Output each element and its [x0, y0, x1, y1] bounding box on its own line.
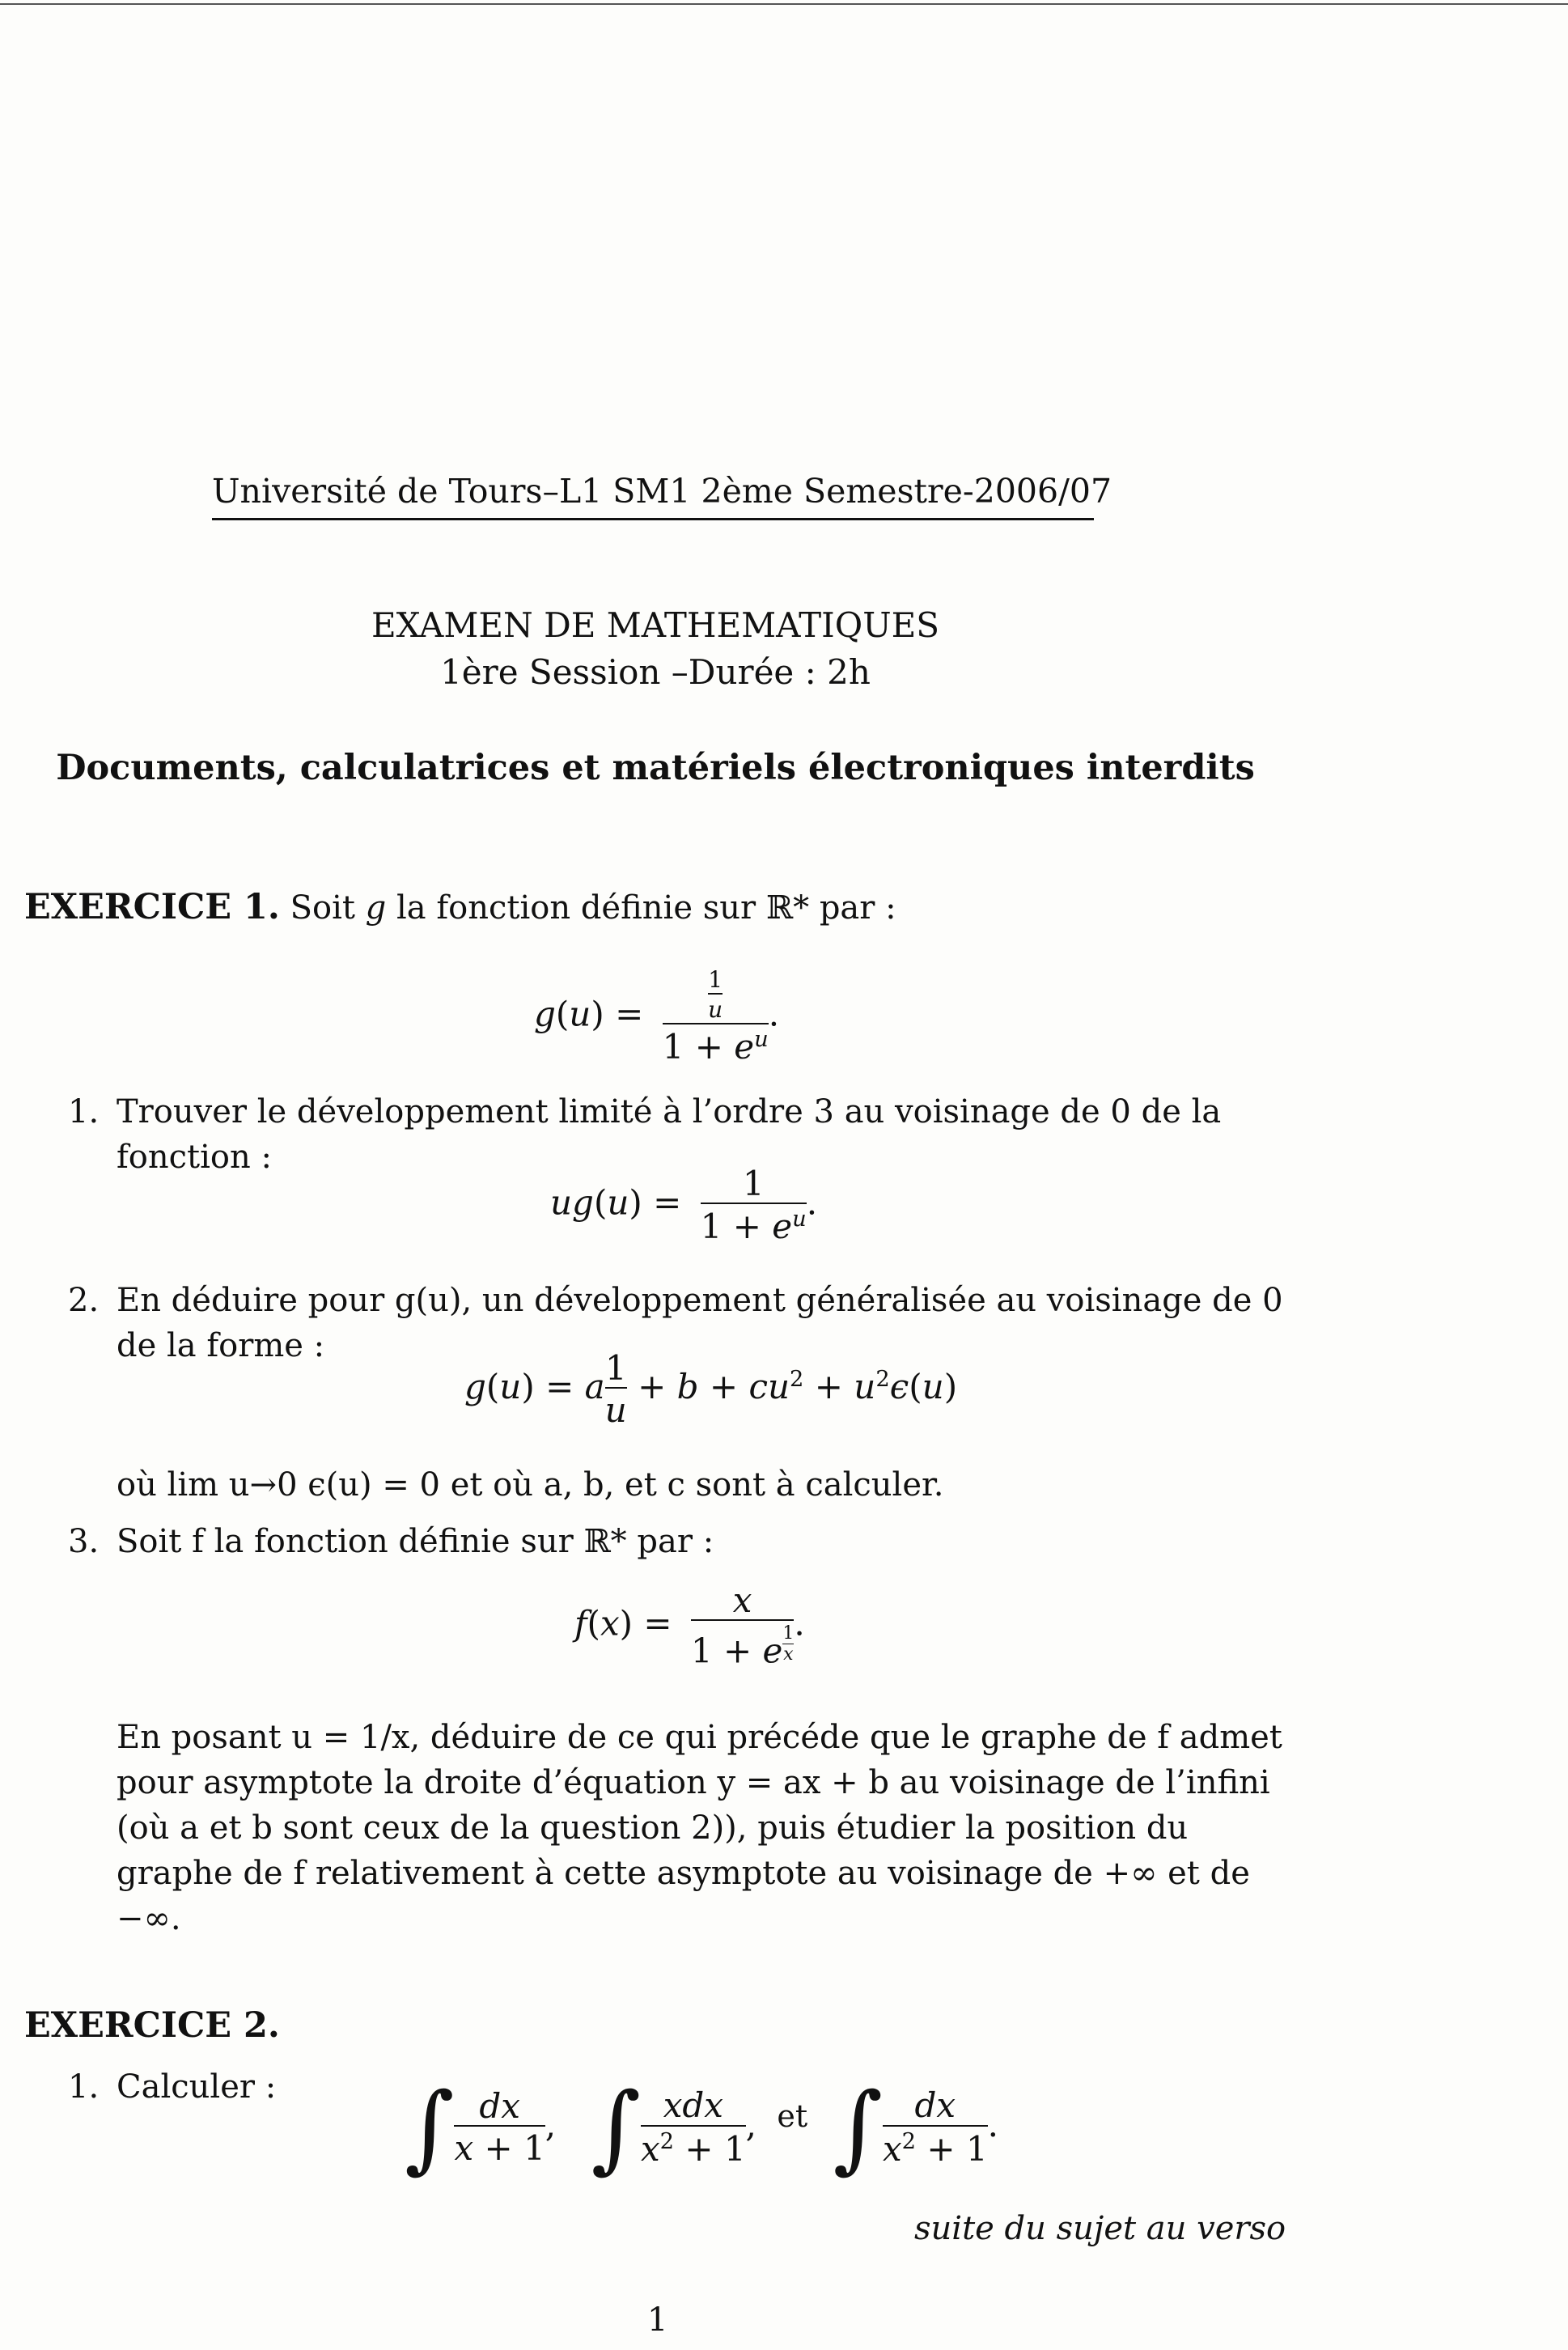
ex1-q2-where: où lim u→0 ϵ(u) = 0 et où a, b, et c sont à calculer. [117, 1466, 944, 1504]
ex1-q2-number: 2. [68, 1282, 100, 1319]
exam-title: EXAMEN DE MATHEMATIQUES [371, 605, 940, 645]
continued-note: suite du sujet au verso [914, 2210, 1286, 2247]
ex1-q1-line1: Trouver le développement limité à l’ordre 3 au voisinage de 0 de la [117, 1093, 1222, 1130]
formula-g-definition: g(u) = $\frac{\frac{1}{u}}{1 + e^u}$ . [534, 966, 780, 1067]
integrals-and: et [777, 2098, 808, 2134]
ex2-q1-number: 1. [68, 2068, 100, 2106]
ex1-q2-line2: de la forme : [117, 1327, 325, 1364]
ex1-heading: EXERCICE 1. [24, 887, 280, 927]
institution-underline [212, 518, 1094, 520]
formula-f-definition: f(x) = x 1 + e $^{\frac{1}{x}}$ . [574, 1580, 805, 1671]
formula-ug: ug(u) = $\frac{1}{1 + e^u}$ . [550, 1164, 818, 1247]
ex1-q3-para-line4: graphe de f relativement à cette asymptote au voisinage de +∞ et de [117, 1855, 1250, 1892]
exam-rules: Documents, calculatrices et matériels électroniques interdits [56, 748, 1255, 788]
page-number: 1 [647, 2301, 668, 2339]
exam-session: 1ère Session –Durée : 2h [440, 652, 871, 692]
ex2-heading: EXERCICE 2. [24, 2005, 280, 2046]
ex1-q3-para-line3: (où a et b sont ceux de la question 2)), puis étudier la position du [117, 1809, 1189, 1847]
ex2-q1-text: Calculer : [117, 2068, 277, 2106]
ex1-q3-para-line1: En posant u = 1/x, déduire de ce qui précéde que le graphe de f admet [117, 1719, 1282, 1756]
ex1-q3-para-line5: −∞. [117, 1900, 181, 1937]
ex1-q3-para-line2: pour asymptote la droite d’équation y = ax + b au voisinage de l’infini [117, 1764, 1270, 1801]
ex1-q2-line1: En déduire pour g(u), un développement généralisée au voisinage de 0 [117, 1282, 1283, 1319]
formula-integrals: ∫ $\frac{dx}{x + 1}$ , ∫ $\frac{\text{xdx}}{x^2 + 1}$ , et ∫ $\frac{dx}{x^2 + 1}$ . [405, 2072, 999, 2183]
ex1-q1-line2: fonction : [117, 1139, 272, 1176]
ex1-q3-text: Soit f la fonction définie sur ℝ* par : [117, 1523, 714, 1560]
ex1-q3-number: 3. [68, 1523, 100, 1560]
ex1-intro: EXERCICE 1. Soit g la fonction définie sur ℝ* par : [24, 887, 896, 927]
formula-g-expansion: g(u) = a $\frac{1}{u}$ + $b + cu^2 + u^2\epsilon(u)$ [464, 1348, 958, 1431]
institution-line: Université de Tours–L1 SM1 2ème Semestre-2006/07 [212, 472, 1112, 511]
ex1-q1-number: 1. [68, 1093, 100, 1130]
scan-top-border [0, 3, 1568, 5]
